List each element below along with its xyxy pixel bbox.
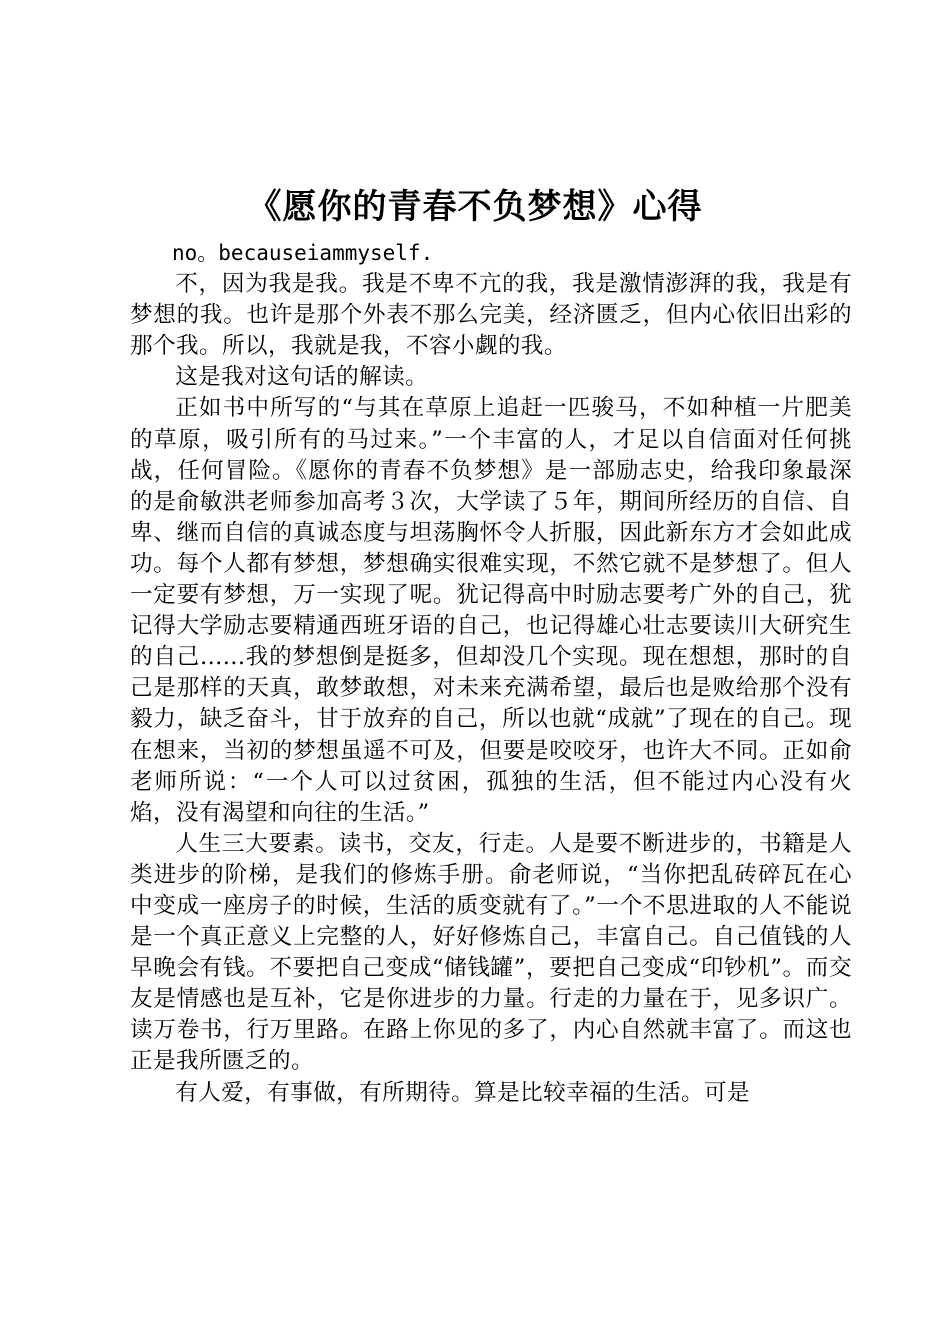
paragraph-5: 人生三大要素。读书，交友，行走。人是要不断进步的，书籍是人类进步的阶梯，是我们的修炼手册。俞老师说，“当你把乱砖碎瓦在心中变成一座房子的时候，生活的质变就有了。”一个不思进取的人不能说是一个真正意义上完整的人，好好修炼自己，丰富自己。自己值钱的人早晚会有钱。不要把自己变成“储钱罐”，要把自己变成“印钞机”。而交友是情感也是互补，它是你进步的力量。行走的力量在于，见多识广。读万卷书，行万里路。在路上你见的多了，内心自然就丰富了。而这也正是我所匮乏的。 xyxy=(130,830,852,1075)
paragraph-1: no。becauseiammyself. xyxy=(172,241,434,265)
document-body xyxy=(130,238,852,1109)
paragraph-3: 这是我对这句话的解读。 xyxy=(175,364,429,391)
document-title: 《愿你的青春不负梦想》心得 xyxy=(247,187,703,227)
paragraph-2: 不，因为我是我。我是不卑不亢的我，我是激情澎湃的我，我是有梦想的我。也许是那个外表不那么完美，经济匮乏，但内心依旧出彩的那个我。所以，我就是我，不容小觑的我。 xyxy=(130,271,852,360)
paragraph-6: 有人爱，有事做，有所期待。算是比较幸福的生活。可是 xyxy=(175,1079,751,1106)
paragraph-4: 正如书中所写的“与其在草原上追赶一匹骏马，不如种植一片肥美的草原，吸引所有的马过来。”一个丰富的人，才足以自信面对任何挑战，任何冒险。《愿你的青春不负梦想》是一部励志史，给我印象最深的是俞敏洪老师参加高考３次，大学读了５年，期间所经历的自信、自卑、继而自信的真诚态度与坦荡胸怀令人折服，因此新东方才会如此成功。每个人都有梦想，梦想确实很难实现，不然它就不是梦想了。但人一定要有梦想，万一实现了呢。犹记得高中时励志要考广外的自己，犹记得大学励志要精通西班牙语的自己，也记得雄心壮志要读川大研究生的自己......我的梦想倒是挺多，但却没几个实现。现在想想，那时的自己是那样的天真，敢梦敢想，对未来充满希望，最后也是败给那个没有毅力，缺乏奋斗，甘于放弃的自己，所以也就“成就”了现在的自己。现在想来，当初的梦想虽遥不可及，但要是咬咬牙，也许大不同。正如俞老师所说：“一个人可以过贫困，孤独的生活，但不能过内心没有火焰，没有渴望和向往的生活。” xyxy=(130,395,852,826)
